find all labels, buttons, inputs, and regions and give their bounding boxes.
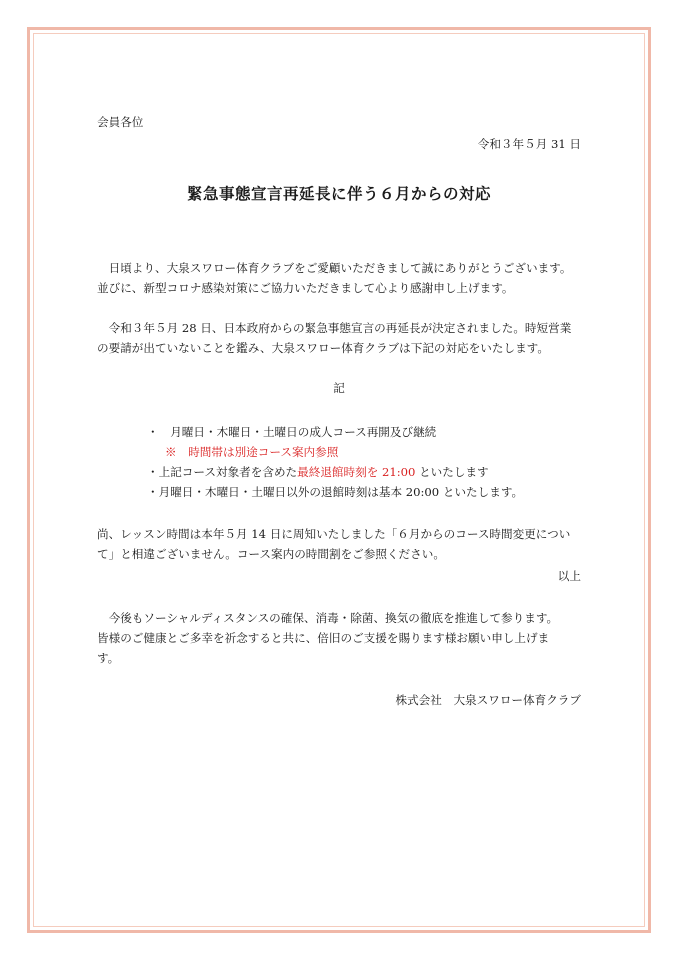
addressee-text: 会員各位 (97, 115, 144, 129)
list-item (147, 462, 581, 482)
paragraph-line: の要請が出ていないことを鑑み、大泉スワロー体育クラブは下記の対応をいたします。 (97, 341, 549, 355)
paragraph-line: 並びに、新型コロナ感染対策にご協力いただきまして心より感謝申し上げます。 (97, 281, 514, 295)
paragraph-line: 令和３年５月 28 日、日本政府からの緊急事態宣言の再延長が決定されました。時短営業 (97, 321, 572, 335)
document-title: 緊急事態宣言再延長に伴う６月からの対応 (186, 184, 491, 203)
paragraph-line: 皆様のご健康とご多幸を祈念すると共に、倍旧のご支援を賜ります様お願い申し上げま (97, 631, 550, 645)
signature (97, 690, 581, 710)
paragraph-line: 今後もソーシャルディスタンスの確保、消毒・除菌、換気の徹底を推進して参ります。 (97, 611, 559, 625)
list-item-text: ・上記コース対象者を含めた (147, 465, 298, 479)
paragraph-line: 日頃より、大泉スワロー体育クラブをご愛顧いただきまして誠にありがとうございます。 (97, 261, 572, 275)
paragraph-line: す。 (97, 651, 120, 665)
ijo-text: 以上 (557, 569, 581, 583)
list-item: ・ 月曜日・木曜日・土曜日の成人コース再開及び継続 (147, 425, 437, 439)
paragraph-line: て」と相違ございません。コース案内の時間割をご参照ください。 (97, 547, 445, 561)
list-item-text: といたします (415, 465, 489, 479)
ki-heading (97, 378, 581, 398)
paragraph-closing (97, 608, 581, 668)
ijo (97, 566, 581, 586)
list-item-highlight: 最終退館時刻を 21:00 (297, 465, 416, 479)
paragraph-line: 尚、レッスン時間は本年５月 14 日に周知いたしました「６月からのコース時間変更につい (97, 527, 571, 541)
ki-text: 記 (333, 381, 345, 395)
paragraph-lesson-time (97, 524, 581, 564)
paragraph-announcement (97, 318, 581, 358)
list-item: ・月曜日・木曜日・土曜日以外の退館時刻は基本 20:00 といたします。 (147, 485, 524, 499)
addressee (97, 112, 581, 132)
signature-text: 株式会社 大泉スワロー体育クラブ (395, 693, 581, 707)
measures-list (147, 422, 581, 502)
date (97, 134, 581, 154)
date-text: 令和３年５月 31 日 (477, 137, 581, 151)
paragraph-greeting (97, 258, 581, 298)
list-note: ※ 時間帯は別途コース案内参照 (165, 445, 339, 459)
